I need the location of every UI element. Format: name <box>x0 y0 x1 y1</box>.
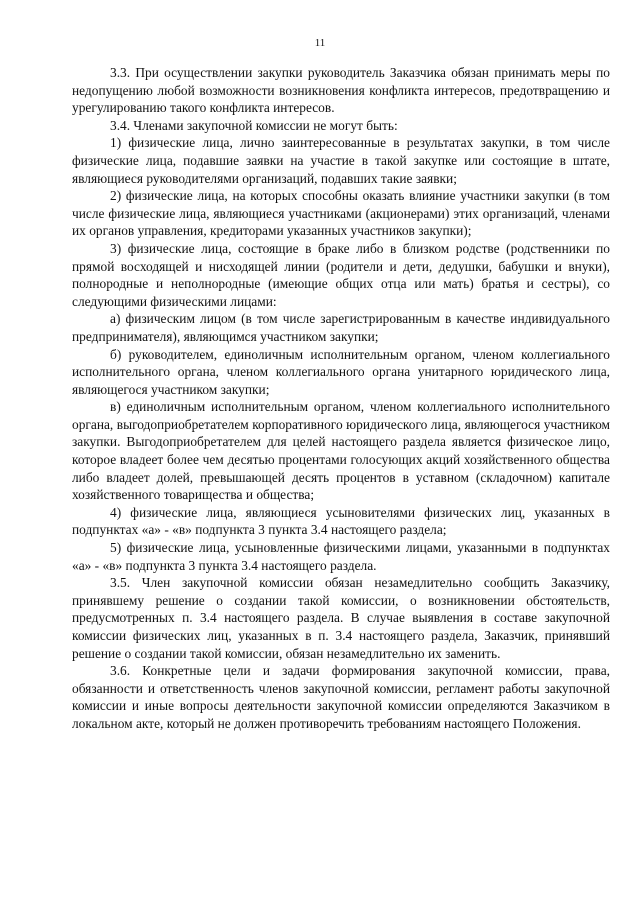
page-number: 11 <box>314 37 326 49</box>
paragraph-3-3: 3.3. При осуществлении закупки руководитель Заказчика обязан принимать меры по недопущению любой возможности возникновения конфликта интересов, предотвращению и урегулированию такого конфликта интересов. <box>72 65 610 116</box>
list-item-4: 4) физические лица, являющиеся усыновителями физических лиц, указанных в подпунктах «а» - «в» подпункта 3 пункта 3.4 настоящего раздела; <box>72 504 610 538</box>
sub-item-b: б) руководителем, единоличным исполнительным органом, членом коллегиального исполнительного органа, членом коллегиального органа унитарного юридического лица, являющегося участником закупки; <box>72 346 610 397</box>
paragraph-3-6: 3.6. Конкретные цели и задачи формирования закупочной комиссии, права, обязанности и ответственность членов закупочной комиссии, регламент работы закупочной комиссии и иные вопросы деятельности закупочной комиссии определяются Заказчиком в локальном акте, который не должен противоречить требованиям настоящего Положения. <box>72 663 610 731</box>
list-item-3: 3) физические лица, состоящие в браке либо в близком родстве (родственники по прямой восходящей и нисходящей линии (родители и дети, дедушки, бабушки и внуки), полнородные и неполнородные (имеющие общих отца или мать) братья и сестры), со следующими физическими лицами: <box>72 240 610 309</box>
list-item-5: 5) физические лица, усыновленные физическими лицами, указанными в подпунктах «а» - «в» подпункта 3 пункта 3.4 настоящего раздела. <box>72 540 610 573</box>
paragraph-3-5: 3.5. Член закупочной комиссии обязан незамедлительно сообщить Заказчику, принявшему решение о создании такой комиссии, о возникновении обстоятельств, предусмотренных п. 3.4 настоящего раздела. В случае выявления в составе закупочной комиссии физических лиц, указанных в п. 3.4 настоящего раздела, Заказчик, принявший решение о создании такой комиссии, обязан незамедлительно их заменить. <box>72 575 610 661</box>
document-body <box>72 64 610 733</box>
list-item-2: 2) физические лица, на которых способны оказать влияние участники закупки (в том числе физические лица, являющиеся участниками (акционерами) этих организаций, членами их органов управления, кредиторами указанных участников закупки); <box>72 188 610 239</box>
sub-item-v: в) единоличным исполнительным органом, членом коллегиального исполнительного органа, выгодоприобретателем корпоративного юридического лица, являющегося участником закупки. Выгодоприобретателем для целей настоящего раздела является физическое лицо, которое владеет более чем десятью процентами голосующих акций хозяйственного общества либо владеет долей, превышающей десять процентов в уставном (складочном) капитале хозяйственного товарищества и общества; <box>72 399 610 503</box>
paragraph-3-4: 3.4. Членами закупочной комиссии не могут быть: <box>110 117 398 133</box>
sub-item-a: а) физическим лицом (в том числе зарегистрированным в качестве индивидуального предпринимателя), являющимся участником закупки; <box>72 311 610 344</box>
list-item-1: 1) физические лица, лично заинтересованные в результатах закупки, в том числе физические лица, подавшие заявки на участие в такой закупке или состоящие в штате, являющиеся руководителями организаций, подавших такие заявки; <box>72 135 610 186</box>
